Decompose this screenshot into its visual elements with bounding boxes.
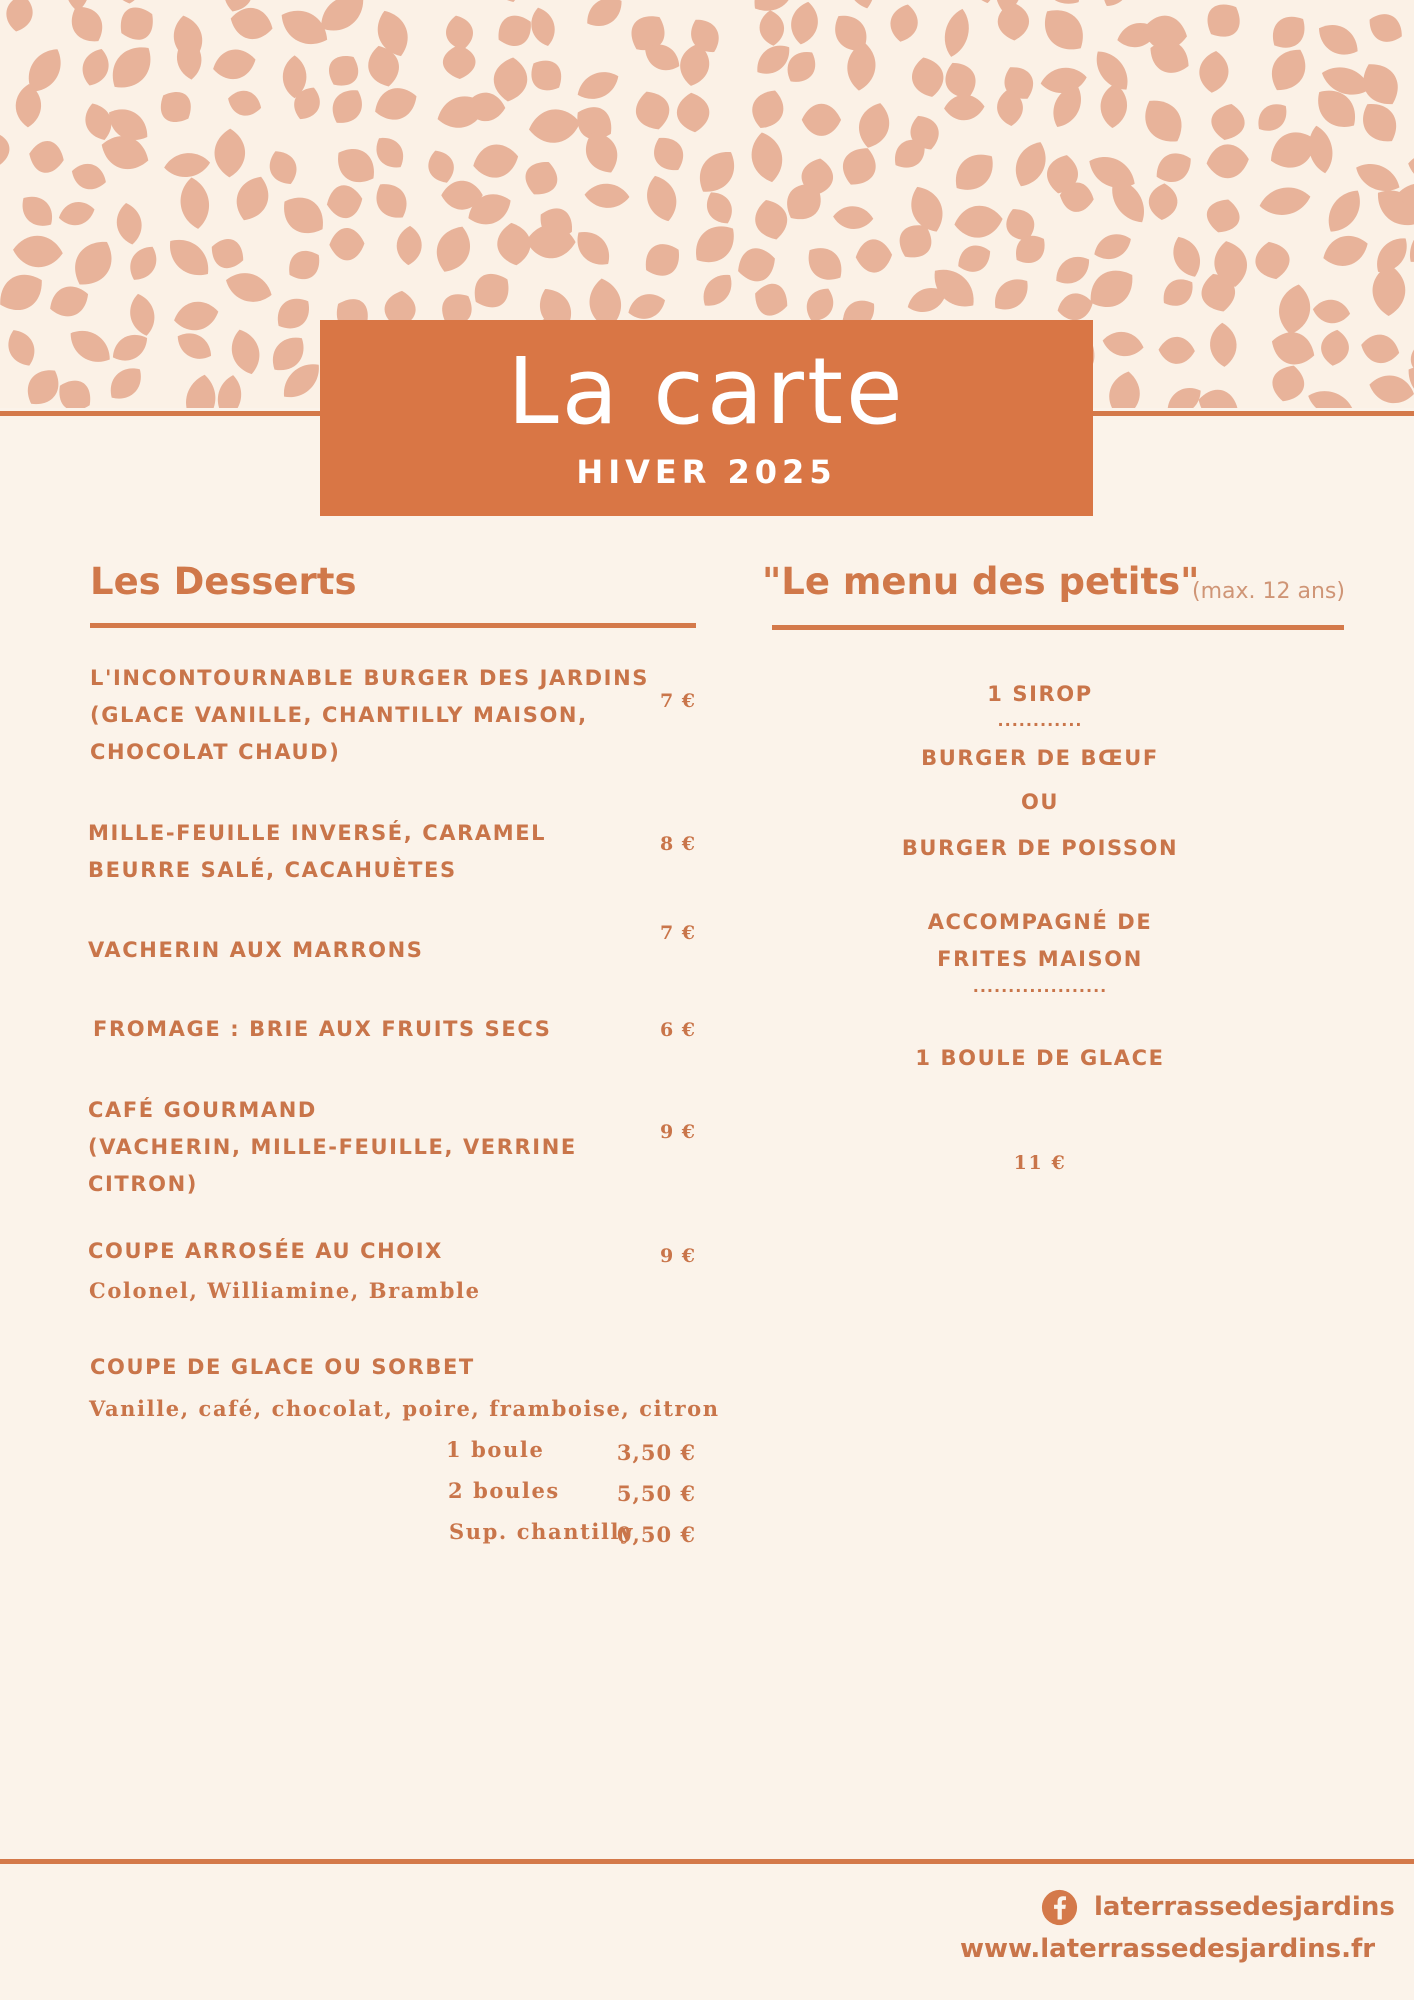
leaf-shape — [15, 189, 60, 234]
dessert-item-subline: Colonel, Williamine, Bramble — [89, 1278, 481, 1303]
leaf-shape — [1319, 230, 1372, 272]
desserts-heading: Les Desserts — [90, 560, 357, 603]
glace-option-price: 0,50 € — [616, 1522, 696, 1547]
leaf-shape — [1264, 8, 1313, 56]
leaf-shape — [490, 0, 525, 6]
leaf-shape — [52, 373, 98, 408]
leaf-shape — [210, 45, 259, 83]
dessert-item-subline: Vanille, café, chocolat, poire, framboise, citron — [89, 1396, 720, 1421]
leaf-shape — [1167, 232, 1207, 282]
leaf-shape — [963, 0, 1002, 6]
kids-menu-divider — [772, 625, 1344, 630]
leaf-shape — [45, 280, 94, 322]
dessert-line: CHOCOLAT CHAUD) — [90, 740, 341, 764]
leaf-shape — [370, 82, 422, 126]
leaf-shape — [758, 9, 786, 47]
leaf-shape — [26, 138, 66, 176]
leaf-shape — [103, 360, 149, 406]
leaf-shape — [1251, 97, 1293, 138]
leaf-shape — [1312, 17, 1364, 63]
leaf-shape — [733, 243, 781, 287]
leaf-shape — [466, 265, 518, 316]
dessert-item-vacherin — [88, 932, 424, 969]
leaf-shape — [19, 362, 66, 408]
leaf-shape — [690, 143, 743, 200]
glace-option-price: 3,50 € — [616, 1440, 696, 1465]
leaf-shape — [953, 203, 1005, 240]
glace-option-label: Sup. chantilly — [449, 1519, 634, 1544]
leaf-shape — [171, 298, 221, 335]
leaf-shape — [3, 0, 36, 34]
leaf-shape — [264, 146, 303, 190]
leaf-shape — [751, 196, 792, 244]
leaf-shape — [800, 239, 850, 288]
dessert-line: VACHERIN AUX MARRONS — [88, 938, 424, 962]
leaf-shape — [1157, 272, 1200, 313]
leaf-shape — [1202, 195, 1244, 238]
glace-option-label: 1 boule — [446, 1437, 545, 1462]
leaf-shape — [1158, 336, 1195, 365]
dessert-line: (VACHERIN, MILLE-FEUILLE, VERRINE — [88, 1135, 577, 1159]
facebook-handle[interactable]: laterrassedesjardins — [1094, 1892, 1395, 1922]
leaf-shape — [641, 172, 682, 225]
leaf-shape — [940, 6, 974, 59]
leaf-shape — [282, 243, 327, 286]
kids-menu-line: ACCOMPAGNÉ DE — [927, 910, 1153, 934]
leaf-shape — [1008, 137, 1053, 192]
kids-menu-age-note: (max. 12 ans) — [1192, 579, 1345, 604]
kids-menu-separator: ............ — [997, 711, 1083, 730]
leaf-shape — [1267, 326, 1319, 370]
leaf-shape — [523, 53, 569, 99]
leaf-shape — [63, 322, 117, 370]
dessert-price: 9 € — [659, 1245, 696, 1267]
leaf-shape — [1090, 228, 1136, 265]
page-title: La carte — [507, 338, 906, 445]
leaf-shape — [1099, 83, 1128, 129]
leaf-shape — [802, 104, 841, 136]
leaf-shape — [675, 91, 711, 134]
leaf-shape — [1147, 182, 1178, 221]
leaf-shape — [214, 128, 245, 177]
leaf-shape — [647, 131, 691, 178]
leaf-shape — [747, 129, 787, 185]
website-link[interactable]: www.laterrassedesjardins.fr — [960, 1934, 1376, 1964]
leaf-shape — [943, 94, 985, 121]
leaf-shape — [946, 145, 1002, 199]
leaf-shape — [987, 271, 1036, 318]
leaf-shape — [1358, 331, 1402, 367]
kids-menu-line: FRITES MAISON — [937, 947, 1143, 971]
kids-menu-line: BURGER DE POISSON — [901, 836, 1179, 860]
leaf-shape — [64, 0, 111, 49]
leaf-shape — [696, 268, 739, 313]
dessert-item-fromage — [93, 1011, 551, 1048]
footer-divider — [0, 1859, 1414, 1864]
leaf-shape — [527, 5, 559, 49]
leaf-shape — [638, 236, 687, 283]
dessert-price: 7 € — [659, 922, 696, 944]
page-subtitle: HIVER 2025 — [576, 453, 837, 491]
leaf-shape — [1106, 369, 1144, 408]
leaf-shape — [491, 56, 530, 104]
leaf-shape — [1275, 282, 1314, 337]
leaf-shape — [113, 0, 161, 47]
dessert-item-coupe-glace — [90, 1349, 475, 1386]
leaf-shape — [1320, 184, 1368, 239]
leaf-shape — [1055, 290, 1096, 324]
leaf-shape — [12, 234, 64, 269]
leaf-shape — [56, 198, 97, 229]
facebook-icon[interactable] — [1041, 1889, 1078, 1926]
leaf-shape — [1252, 238, 1293, 282]
leaf-shape — [1195, 385, 1242, 408]
leaf-shape — [1050, 250, 1096, 291]
leaf-shape — [686, 217, 743, 272]
leaf-shape — [102, 37, 160, 97]
glace-option-label: 2 boules — [448, 1478, 560, 1503]
leaf-shape — [0, 0, 7, 42]
leaf-shape — [225, 87, 265, 120]
desserts-divider — [90, 623, 696, 628]
leaf-shape — [470, 140, 522, 182]
leaf-shape — [172, 326, 217, 365]
leaf-shape — [855, 238, 894, 274]
leaf-shape — [1305, 124, 1336, 176]
dessert-price: 6 € — [659, 1019, 696, 1041]
leaf-shape — [396, 225, 423, 265]
leaf-shape — [854, 99, 895, 152]
title-box — [320, 320, 1093, 516]
leaf-shape — [436, 0, 482, 3]
leaf-shape — [1406, 150, 1414, 186]
kids-menu-line: 1 BOULE DE GLACE — [915, 1046, 1165, 1070]
leaf-shape — [321, 48, 365, 93]
kids-menu-heading: "Le menu des petits" — [762, 560, 1200, 603]
leaf-shape — [569, 224, 617, 273]
leaf-shape — [1199, 0, 1249, 46]
leaf-shape — [491, 8, 538, 53]
leaf-shape — [832, 205, 874, 230]
leaf-shape — [2, 325, 40, 371]
dessert-price: 7 € — [659, 690, 696, 712]
leaf-shape — [1319, 328, 1351, 367]
leaf-shape — [749, 278, 793, 321]
leaf-shape — [495, 221, 533, 267]
leaf-shape — [519, 155, 563, 201]
leaf-shape — [1197, 50, 1230, 95]
kids-menu-separator: ................... — [972, 977, 1108, 996]
leaf-shape — [1135, 91, 1191, 151]
leaf-shape — [275, 188, 333, 243]
dessert-line: COUPE DE GLACE OU SORBET — [90, 1355, 475, 1379]
dessert-item-coupe-arrosee — [88, 1233, 443, 1270]
leaf-shape — [153, 84, 199, 130]
leaf-shape — [1132, 0, 1191, 9]
leaf-shape — [429, 221, 477, 278]
leaf-shape — [580, 0, 628, 34]
leaf-shape — [329, 227, 365, 261]
leaf-shape — [215, 373, 245, 408]
leaf-shape — [527, 106, 582, 146]
leaf-shape — [1101, 329, 1146, 360]
leaf-shape — [908, 54, 947, 100]
leaf-shape — [953, 240, 996, 278]
leaf-shape — [324, 182, 365, 220]
leaf-shape — [1208, 101, 1248, 143]
leaf-shape — [77, 45, 113, 90]
leaf-shape — [1097, 0, 1135, 12]
leaf-shape — [1354, 96, 1405, 150]
leaf-shape — [1304, 385, 1357, 408]
leaf-shape — [584, 183, 630, 209]
leaf-shape — [177, 176, 212, 231]
leaf-shape — [887, 2, 921, 45]
kids-menu-line: 1 SIROP — [987, 682, 1093, 706]
leaf-shape — [369, 131, 410, 175]
leaf-shape — [1363, 8, 1408, 49]
dessert-item-mille-feuille — [88, 815, 546, 889]
leaf-shape — [163, 151, 211, 179]
leaf-shape — [788, 0, 821, 47]
dessert-line: COUPE ARROSÉE AU CHOIX — [88, 1239, 443, 1263]
leaf-shape — [0, 129, 12, 169]
leaf-shape — [182, 373, 219, 408]
leaf-shape — [161, 230, 217, 284]
leaf-shape — [270, 291, 317, 337]
leaf-shape — [836, 141, 883, 191]
leaf-shape — [206, 233, 249, 274]
dessert-line: MILLE-FEUILLE INVERSÉ, CARAMEL — [88, 821, 547, 845]
glace-option-price: 5,50 € — [616, 1481, 696, 1506]
leaf-shape — [631, 86, 675, 134]
dessert-line: (GLACE VANILLE, CHANTILLY MAISON, — [90, 703, 588, 727]
leaf-shape — [573, 65, 624, 106]
leaf-shape — [842, 0, 880, 12]
kids-menu-price: 11 € — [1013, 1152, 1067, 1174]
leaf-shape — [625, 289, 669, 324]
dessert-line: CAFÉ GOURMAND — [88, 1098, 317, 1122]
leaf-shape — [1209, 322, 1238, 368]
dessert-item-burger — [90, 660, 649, 771]
dessert-line: BEURRE SALÉ, CACAHUÈTES — [88, 858, 457, 882]
kids-menu-line: OU — [1020, 790, 1060, 814]
leaf-shape — [1150, 146, 1197, 189]
leaf-shape — [1372, 264, 1405, 316]
leaf-shape — [65, 233, 121, 294]
leaf-shape — [878, 0, 925, 2]
leaf-shape — [1263, 42, 1314, 98]
leaf-shape — [114, 201, 145, 246]
leaf-shape — [123, 241, 163, 286]
leaf-shape — [1035, 0, 1094, 60]
leaf-shape — [0, 88, 1, 139]
leaf-shape — [442, 44, 476, 79]
leaf-shape — [1257, 183, 1313, 219]
leaf-shape — [1410, 57, 1414, 104]
leaf-shape — [126, 291, 158, 338]
kids-menu-line: BURGER DE BŒUF — [921, 746, 1159, 770]
leaf-shape — [0, 266, 50, 319]
dessert-item-cafe-gourmand — [88, 1092, 577, 1203]
leaf-shape — [329, 140, 383, 191]
leaf-shape — [1367, 371, 1414, 407]
leaf-shape — [701, 187, 739, 229]
leaf-shape — [325, 83, 370, 131]
leaf-shape — [746, 85, 789, 134]
dessert-line: CITRON) — [88, 1172, 198, 1196]
dessert-price: 8 € — [659, 833, 696, 855]
leaf-shape — [1311, 298, 1351, 326]
leaf-shape — [227, 326, 265, 378]
dessert-price: 9 € — [659, 1121, 696, 1143]
leaf-shape — [423, 146, 458, 187]
leaf-shape — [222, 267, 276, 308]
leaf-shape — [230, 171, 276, 226]
leaf-shape — [1205, 142, 1251, 180]
dessert-line: FROMAGE : BRIE AUX FRUITS SECS — [93, 1017, 552, 1041]
leaf-shape — [112, 0, 144, 5]
leaf-shape — [368, 176, 414, 225]
leaf-shape — [1268, 361, 1309, 406]
leaf-shape — [68, 159, 110, 194]
dessert-line: L'INCONTOURNABLE BURGER DES JARDINS — [90, 666, 649, 690]
